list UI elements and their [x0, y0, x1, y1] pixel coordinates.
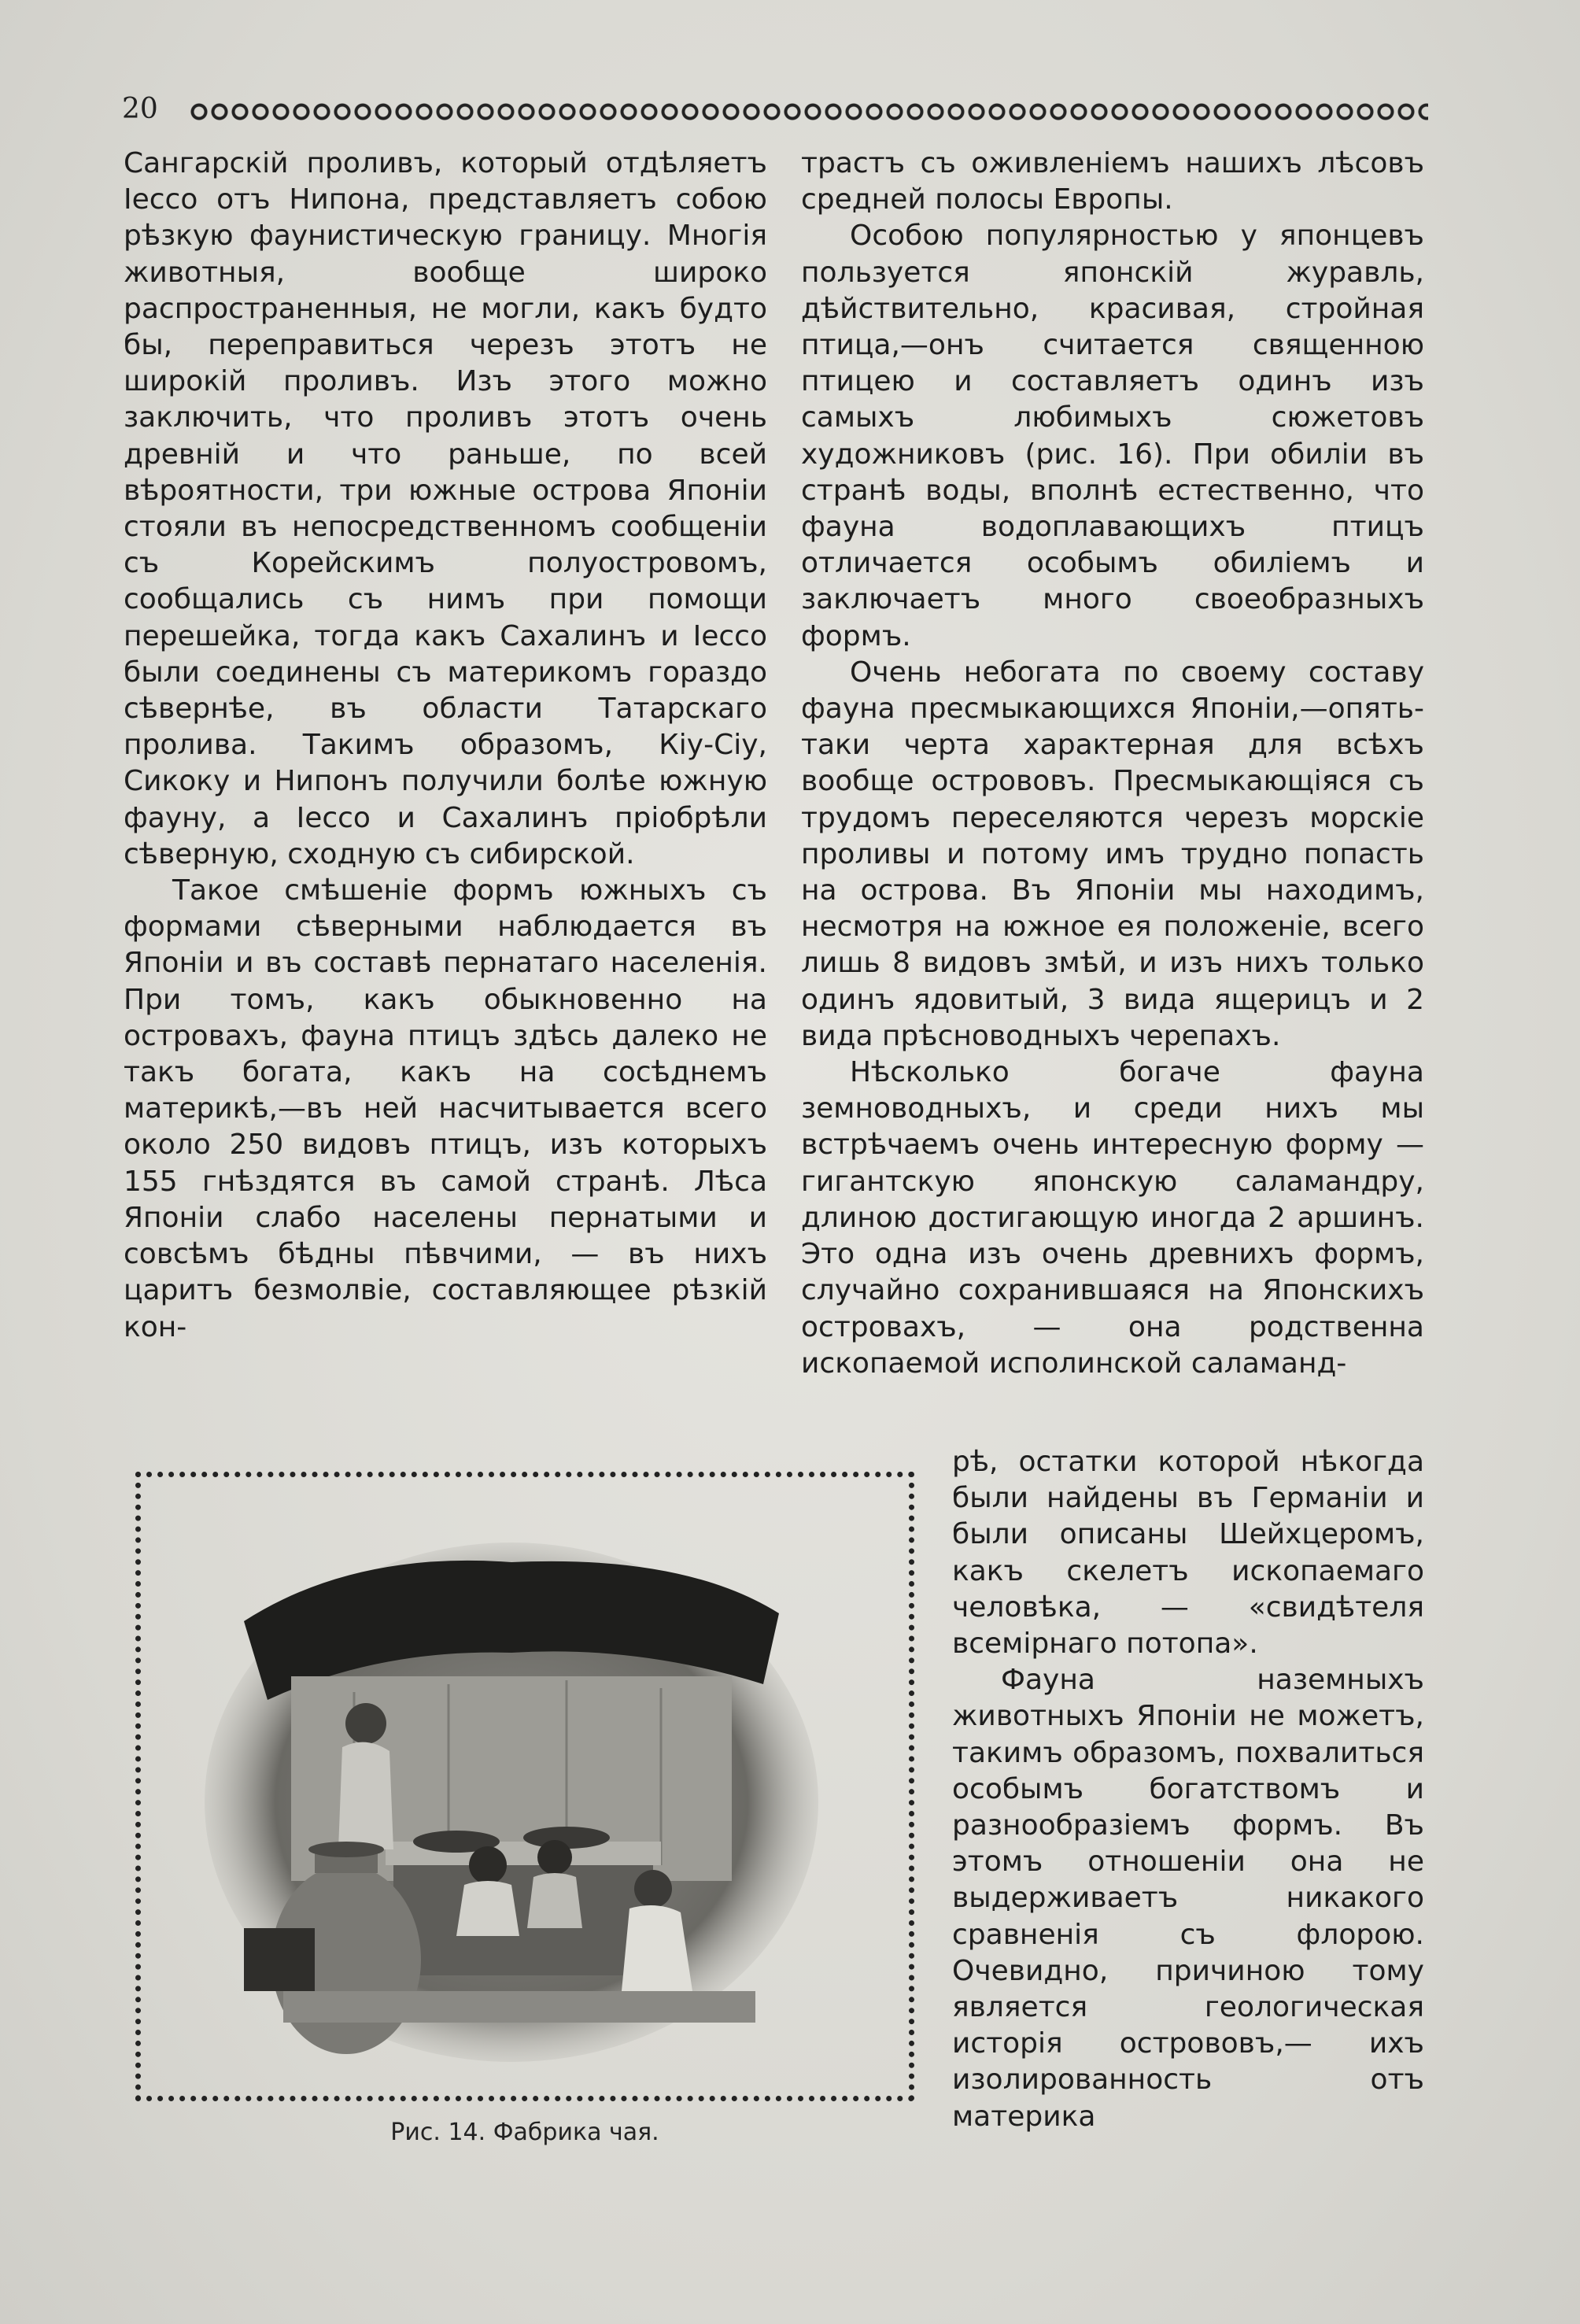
- paragraph: трастъ съ оживленіемъ нашихъ лѣсовъ средней полосы Европы.: [801, 147, 1424, 216]
- paragraph: рѣ, остатки которой нѣкогда были найдены въ Германіи и были описаны Шейхцеромъ, какъ скелетъ ископаемаго человѣка, — «свидѣтеля всемірнаго потопа».: [952, 1446, 1424, 1661]
- page-number: 20: [122, 93, 158, 125]
- paragraph: Особою популярностью у японцевъ пользуется японскій журавль, дѣйствительно, красивая, стройная птица,—онъ считается священною птицею и составляетъ одинъ изъ самыхъ любимыхъ сюжетовъ художниковъ (рис. 16). При обиліи въ странѣ воды, вполнѣ естественно, что фауна водоплавающихъ птицъ отличается особымъ обиліемъ и заключаетъ много своеобразныхъ формъ.: [801, 220, 1424, 652]
- paragraph: Нѣсколько богаче фауна земноводныхъ, и среди нихъ мы встрѣчаемъ очень интересную форму — гигантскую японскую саламандру, длиною достигающую иногда 2 аршинъ. Это одна изъ очень древнихъ формъ, случайно сохранившаяся на Японскихъ островахъ, — она родственна ископаемой исполинской саламанд-: [801, 1056, 1424, 1380]
- paragraph: Такое смѣшеніе формъ южныхъ съ формами сѣверными наблюдается въ Японіи и въ составѣ пернатаго населенія. При томъ, какъ обыкновенно на островахъ, фауна птицъ здѣсь далеко не такъ богата, какъ на сосѣднемъ материкѣ,—въ ней насчитывается всего около 250 видовъ птицъ, изъ которыхъ 155 гнѣздятся въ самой странѣ. Лѣса Японіи слабо населены пернатыми и совсѣмъ бѣдны пѣвчими, — въ нихъ царитъ безмолвіе, составляющее рѣзкій кон-: [124, 874, 767, 1343]
- paragraph: Сангарскій проливъ, который отдѣляетъ Іессо отъ Нипона, представляетъ собою рѣзкую фаунистическую границу. Многія животныя, вообще широко распространенныя, не могли, какъ будто бы, переправиться черезъ этотъ не широкій проливъ. Изъ этого можно заключить, что проливъ этотъ очень древній и что раньше, по всей вѣроятности, три южные острова Японіи стояли въ непосредственномъ сообщеніи съ Корейскимъ полуостровомъ, сообщались съ нимъ при помощи перешейка, тогда какъ Сахалинъ и Іессо были соединены съ материкомъ гораздо сѣвернѣе, въ области Татарскаго пролива. Такимъ образомъ, Кіу-Сіу, Сикоку и Нипонъ получили болѣе южную фауну, а Іессо и Сахалинъ пріобрѣли сѣверную, сходную съ сибирской.: [124, 147, 767, 870]
- right-text-column: [801, 146, 1424, 1382]
- figure-caption: Рис. 14. Фабрика чая.: [390, 2119, 659, 2146]
- tea-factory-photo: [197, 1519, 826, 2070]
- paragraph: Очень небогата по своему составу фауна пресмыкающихся Японіи,—опять-таки черта характерная для всѣхъ вообще острововъ. Пресмыкающіяся съ трудомъ переселяются черезъ морскіе проливы и потому имъ трудно попасть на острова. Въ Японіи мы находимъ, несмотря на южное ея положеніе, всего лишь 8 видовъ змѣй, и изъ нихъ только одинъ ядовитый, 3 вида ящерицъ и 2 вида прѣсноводныхъ черепахъ.: [801, 656, 1424, 1052]
- left-text-column: [124, 146, 767, 1346]
- right-text-column-wrapped: [952, 1444, 1424, 2135]
- paragraph: Фауна наземныхъ животныхъ Японіи не можетъ, такимъ образомъ, похвалиться особымъ богатствомъ и разнообразіемъ формъ. Въ этомъ отношеніи она не выдерживаетъ никакого сравненія съ флорою. Очевидно, причиною тому является геологическая исторія острововъ,— ихъ изолированность отъ материка: [952, 1664, 1424, 2133]
- header-ornament-border: [189, 101, 1428, 123]
